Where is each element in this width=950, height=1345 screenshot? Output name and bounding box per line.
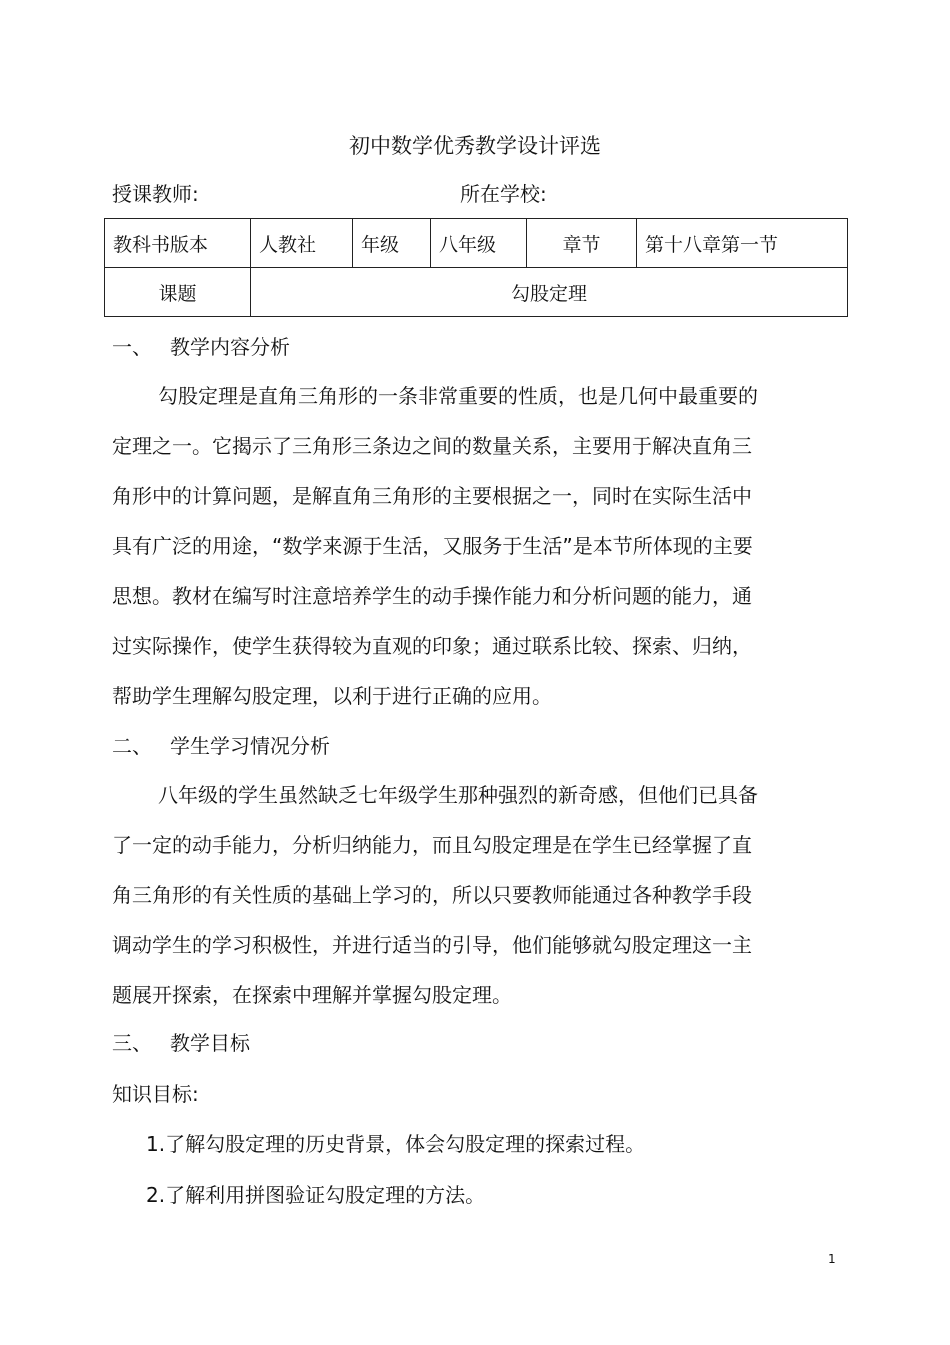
textbook-value-cell: 人教社 (251, 219, 353, 268)
table-row (105, 268, 848, 317)
page-number: 1 (828, 1252, 836, 1266)
section-heading-1 (112, 332, 290, 362)
knowledge-goals-label: 知识目标: (112, 1082, 199, 1106)
paragraph-line: 定理之一。它揭示了三角形三条边之间的数量关系，主要用于解决直角三 (112, 434, 752, 458)
section-1-paragraph (112, 381, 812, 731)
objective-item: 1.了解勾股定理的历史背景，体会勾股定理的探索过程。 (146, 1132, 646, 1156)
lesson-info-table (104, 218, 848, 317)
textbook-label-cell: 教科书版本 (105, 219, 251, 268)
paragraph-line: 角形中的计算问题，是解直角三角形的主要根据之一，同时在实际生活中 (112, 484, 752, 508)
paragraph-line: 过实际操作，使学生获得较为直观的印象；通过联系比较、探索、归纳， (112, 634, 752, 658)
table-row (105, 219, 848, 268)
chapter-value-cell: 第十八章第一节 (637, 219, 848, 268)
paragraph-line: 具有广泛的用途，“数学来源于生活，又服务于生活”是本节所体现的主要 (112, 534, 753, 558)
grade-label-cell: 年级 (353, 219, 431, 268)
paragraph-line: 调动学生的学习积极性，并进行适当的引导，他们能够就勾股定理这一主 (112, 933, 752, 957)
paragraph-line: 帮助学生理解勾股定理，以利于进行正确的应用。 (112, 684, 552, 708)
section-number: 二、 (112, 734, 152, 758)
section-number: 一、 (112, 335, 152, 359)
objective-item: 2.了解利用拼图验证勾股定理的方法。 (146, 1183, 486, 1207)
teacher-label: 授课教师: (112, 182, 199, 206)
section-title: 学生学习情况分析 (170, 734, 330, 758)
paragraph-line: 思想。教材在编写时注意培养学生的动手操作能力和分析问题的能力，通 (112, 584, 752, 608)
page-title: 初中数学优秀教学设计评选 (349, 134, 601, 158)
chapter-label-cell: 章节 (527, 219, 637, 268)
section-title: 教学目标 (170, 1031, 250, 1055)
paragraph-line: 角三角形的有关性质的基础上学习的，所以只要教师能通过各种教学手段 (112, 883, 752, 907)
section-2-paragraph (112, 780, 812, 1030)
section-number: 三、 (112, 1031, 152, 1055)
paragraph-line: 勾股定理是直角三角形的一条非常重要的性质，也是几何中最重要的 (158, 384, 758, 408)
section-heading-2 (112, 731, 330, 761)
section-heading-3 (112, 1028, 250, 1058)
paragraph-line: 题展开探索，在探索中理解并掌握勾股定理。 (112, 983, 512, 1007)
grade-value-cell: 八年级 (431, 219, 527, 268)
paragraph-line: 了一定的动手能力，分析归纳能力，而且勾股定理是在学生已经掌握了直 (112, 833, 752, 857)
topic-value-cell: 勾股定理 (251, 268, 848, 317)
section-title: 教学内容分析 (170, 335, 290, 359)
school-label: 所在学校: (460, 182, 547, 206)
topic-label-cell: 课题 (105, 268, 251, 317)
paragraph-line: 八年级的学生虽然缺乏七年级学生那种强烈的新奇感，但他们已具备 (158, 783, 758, 807)
